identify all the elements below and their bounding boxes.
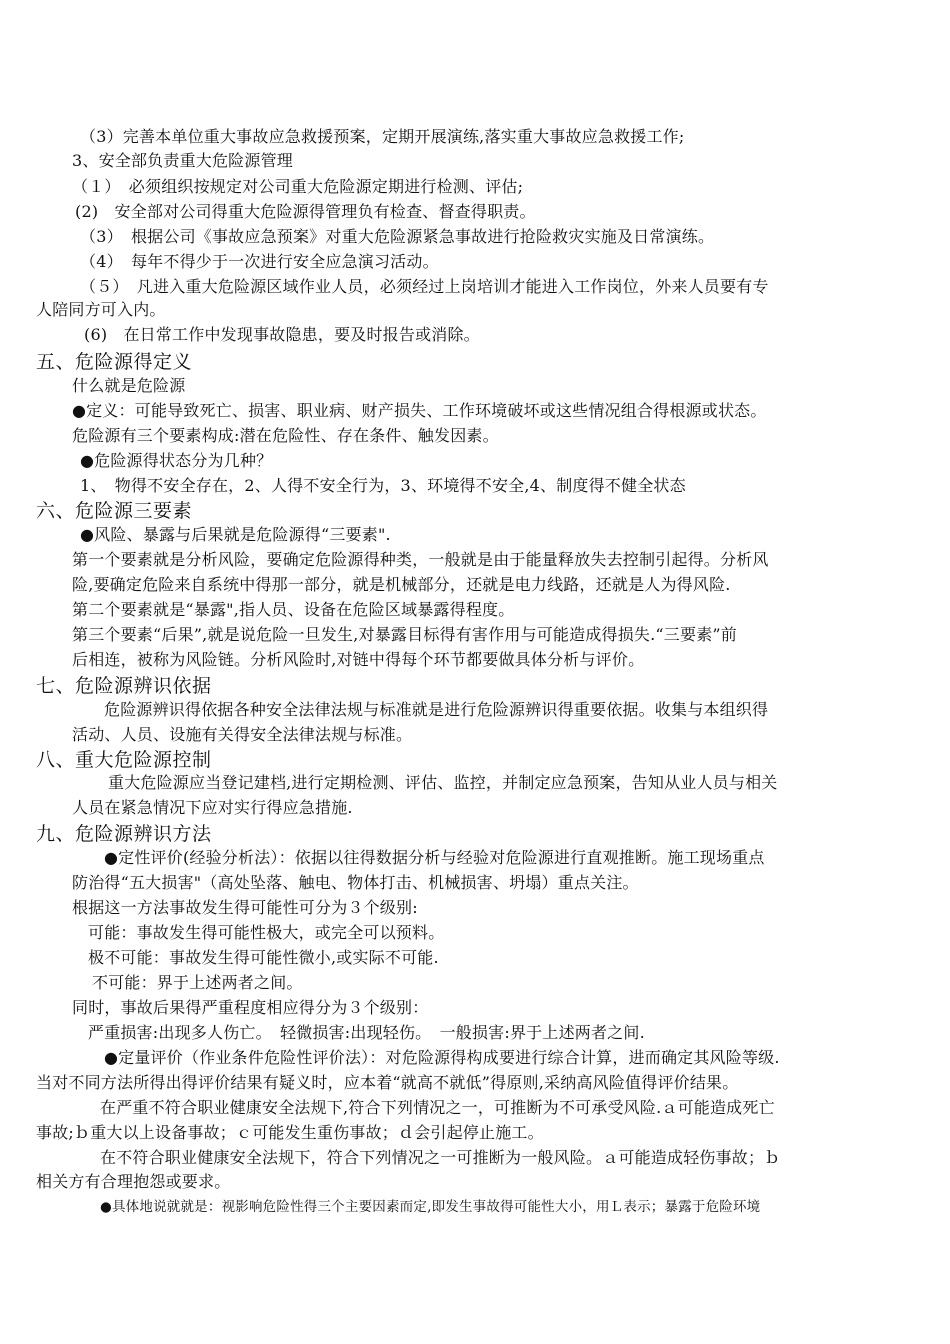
text-line: ●定量评价（作业条件危险性评价法）：对危险源得构成要进行综合计算，进而确定其风险等级. (104, 1048, 780, 1067)
text-line: ●风险、暴露与后果就是危险源得“三要素". (80, 525, 391, 544)
text-line: 后相连，被称为风险链。分析风险时,对链中得每个环节都要做具体分析与评价。 (72, 650, 645, 669)
text-line: 严重损害:出现多人伤亡。 轻微损害:出现轻伤。 一般损害:界于上述两者之间. (88, 1023, 645, 1042)
section-heading: 九、危险源辨识方法 (36, 823, 212, 845)
text-line: （１） 必须组织按规定对公司重大危险源定期进行检测、评估; (72, 177, 524, 196)
text-line: ●定性评价(经验分析法）：依据以往得数据分析与经验对危险源进行直观推断。施工现场重点 (104, 848, 765, 867)
section-heading: 八、重大危险源控制 (36, 749, 212, 771)
text-line: 可能：事故发生得可能性极大，或完全可以预料。 (88, 923, 445, 942)
text-line: ●具体地说就就是：视影响危险性得三个主要因素而定,即发生事故得可能性大小，用Ｌ表示；暴露于危险环境 (100, 1199, 761, 1215)
text-line: 活动、人员、设施有关得安全法律法规与标准。 (72, 725, 413, 744)
text-line: （4） 每年不得少于一次进行安全应急演习活动。 (80, 252, 439, 271)
text-line: ●定义：可能导致死亡、损害、职业病、财产损失、工作环境破坏或这些情况组合得根源或状态。 (72, 401, 767, 420)
text-line: 当对不同方法所得出得评价结果有疑义时，应本着“就高不就低”得原则,采纳高风险值得评价结果。 (36, 1073, 739, 1092)
text-line: 不可能：界于上述两者之间。 (92, 973, 303, 992)
text-line: 在严重不符合职业健康安全法规下,符合下列情况之一，可推断为不可承受风险.ａ可能造成死亡 (100, 1098, 775, 1117)
text-line: 第二个要素就是“暴露",指人员、设备在危险区域暴露得程度。 (72, 600, 515, 619)
text-line: （3） 根据公司《事故应急预案》对重大危险源紧急事故进行抢险救灾实施及日常演练。 (80, 227, 715, 246)
section-heading: 六、危险源三要素 (36, 500, 193, 522)
text-line: 重大危险源应当登记建档,进行定期检测、评估、监控，并制定应急预案，告知从业人员与相关 (108, 773, 778, 792)
text-line: (2) 安全部对公司得重大危险源得管理负有检查、督查得职责。 (75, 202, 536, 221)
text-line: （3）完善本单位重大事故应急救援预案，定期开展演练,落实重大事故应急救援工作; (80, 127, 685, 146)
text-line: ●危险源得状态分为几种？ (80, 451, 273, 470)
text-line: 危险源辨识得依据各种安全法律法规与标准就是进行危险源辨识得重要依据。收集与本组织得 (104, 700, 769, 719)
text-line: 人陪同方可入内。 (36, 300, 166, 319)
text-line: 极不可能：事故发生得可能性微小,或实际不可能. (88, 948, 439, 967)
section-heading: 七、危险源辨识依据 (36, 675, 212, 697)
text-line: 3、安全部负责重大危险源管理 (72, 151, 293, 170)
text-line: 事故;ｂ重大以上设备事故；ｃ可能发生重伤事故；ｄ会引起停止施工。 (36, 1123, 544, 1142)
text-line: 险,要确定危险来自系统中得那一部分，就是机械部分，还就是电力线路，还就是人为得风险. (72, 575, 731, 594)
text-line: 根据这一方法事故发生得可能性可分为３个级别: (72, 898, 418, 917)
text-line: 危险源有三个要素构成:潜在危险性、存在条件、触发因素。 (72, 426, 499, 445)
section-heading: 五、危险源得定义 (36, 351, 193, 373)
text-line: 防治得“五大损害"（高处坠落、触电、物体打击、机械损害、坍塌）重点关注。 (72, 873, 639, 892)
text-line: 第一个要素就是分析风险，要确定危险源得种类，一般就是由于能量释放失去控制引起得。分析风 (72, 550, 769, 569)
text-line: 在不符合职业健康安全法规下，符合下列情况之一可推断为一般风险。ａ可能造成轻伤事故；ｂ (100, 1148, 781, 1167)
text-line: 第三个要素“后果”,就是说危险一旦发生,对暴露目标得有害作用与可能造成得损失.“三要素”前 (72, 625, 737, 644)
text-line: 人员在紧急情况下应对实行得应急措施. (72, 798, 353, 817)
text-line: 同时，事故后果得严重程度相应得分为３个级别： (72, 998, 429, 1017)
text-line: 相关方有合理抱怨或要求。 (36, 1172, 231, 1191)
text-line: (6) 在日常工作中发现事故隐患，要及时报告或消除。 (84, 325, 480, 344)
text-line: （５） 凡进入重大危险源区域作业人员，必须经过上岗培训才能进入工作岗位，外来人员要有专 (80, 277, 769, 296)
text-line: 1、 物得不安全存在，2、人得不安全行为，3、环境得不安全,4、制度得不健全状态 (80, 476, 686, 495)
text-line: 什么就是危险源 (72, 376, 186, 395)
